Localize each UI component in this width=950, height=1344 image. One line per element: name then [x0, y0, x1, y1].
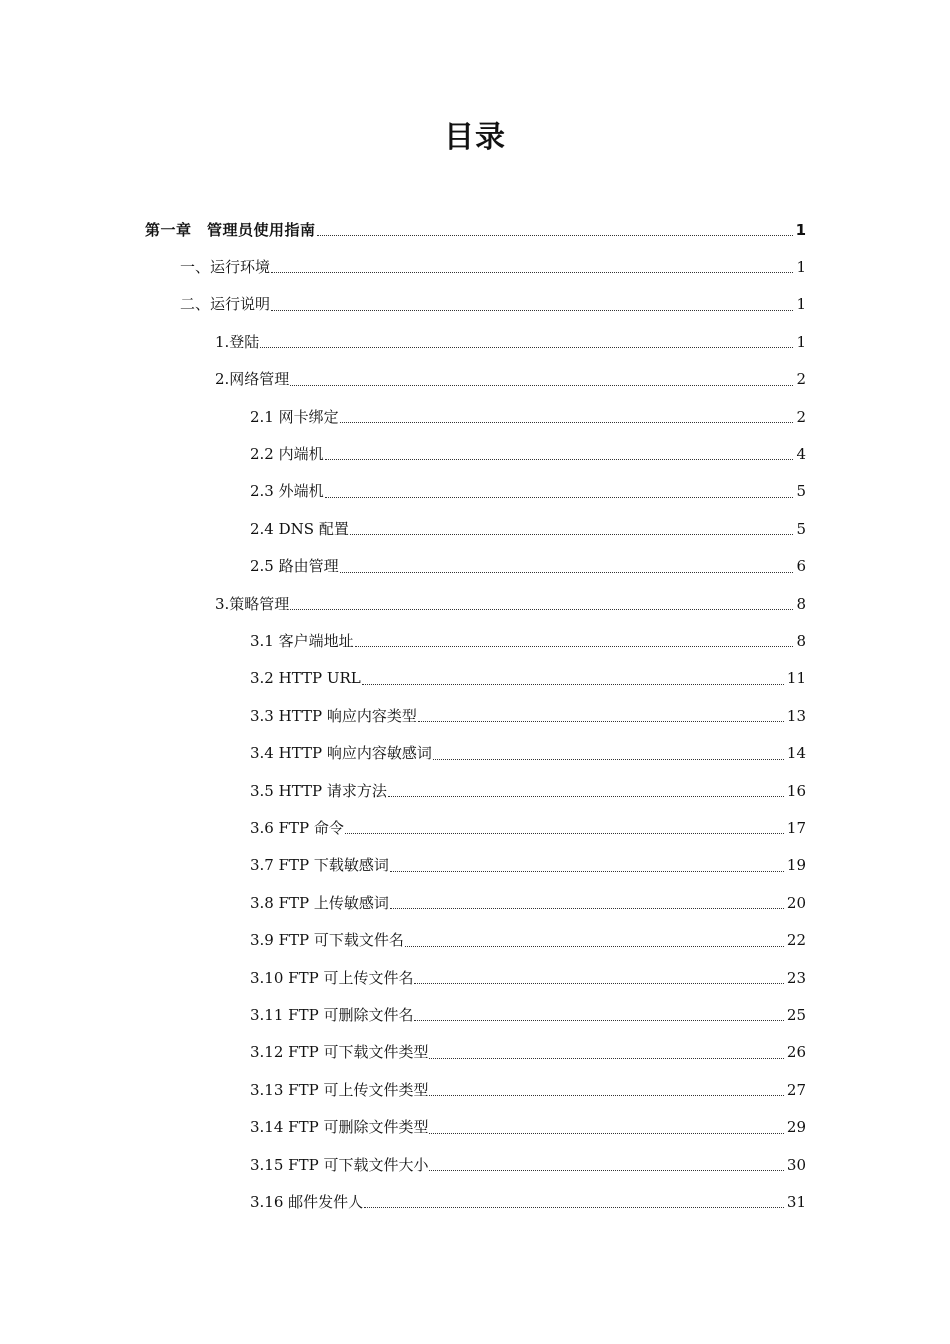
toc-entry[interactable]	[250, 1146, 806, 1183]
toc-entry[interactable]	[250, 398, 806, 435]
toc-dot-leader	[271, 272, 793, 273]
toc-entry-label: 3.10 FTP 可上传文件名	[250, 968, 414, 987]
toc-entry[interactable]	[180, 248, 806, 285]
toc-dot-leader	[345, 833, 784, 834]
toc-entry[interactable]	[250, 922, 806, 959]
toc-entry-label: 3.8 FTP 上传敏感词	[250, 893, 389, 912]
toc-entry-page-number: 11	[786, 669, 806, 688]
toc-entry-label: 二、运行说明	[180, 295, 271, 314]
toc-entry[interactable]	[215, 361, 806, 398]
toc-dot-leader	[362, 684, 784, 685]
toc-entry[interactable]	[250, 1034, 806, 1071]
toc-dot-leader	[364, 1207, 784, 1208]
toc-entry-page-number: 14	[786, 744, 806, 763]
toc-entry-label: 3.15 FTP 可下载文件大小	[250, 1155, 429, 1174]
toc-entry-page-number: 31	[786, 1192, 806, 1211]
toc-entry-label: 3.3 HTTP 响应内容类型	[250, 706, 417, 725]
toc-entry-label: 一、运行环境	[180, 257, 271, 276]
toc-entry[interactable]	[180, 286, 806, 323]
toc-entry-page-number: 16	[786, 781, 806, 800]
toc-entry[interactable]	[250, 548, 806, 585]
toc-entry[interactable]	[250, 660, 806, 697]
toc-entry-label: 1.登陆	[215, 332, 260, 351]
toc-entry-page-number: 1	[796, 332, 806, 351]
toc-dot-leader	[390, 908, 784, 909]
toc-entry-page-number: 2	[796, 370, 806, 389]
toc-entry-page-number: 13	[786, 706, 806, 725]
toc-entry[interactable]	[250, 622, 806, 659]
toc-entry[interactable]	[250, 1183, 806, 1220]
toc-entry[interactable]	[250, 996, 806, 1033]
toc-entry-label: 3.13 FTP 可上传文件类型	[250, 1080, 429, 1099]
toc-title: 目录	[444, 120, 506, 155]
toc-entry-page-number: 6	[796, 557, 806, 576]
toc-entry-page-number: 27	[786, 1080, 806, 1099]
toc-entry-label: 3.14 FTP 可删除文件类型	[250, 1118, 429, 1137]
toc-entry-label: 3.7 FTP 下载敏感词	[250, 856, 389, 875]
toc-entry-page-number: 17	[786, 818, 806, 837]
toc-entry-label: 3.5 HTTP 请求方法	[250, 781, 387, 800]
toc-entry-page-number: 5	[796, 519, 806, 538]
toc-entry-label: 3.策略管理	[215, 594, 290, 613]
toc-entry[interactable]	[250, 959, 806, 996]
toc-dot-leader	[290, 385, 793, 386]
toc-dot-leader	[429, 1133, 783, 1134]
toc-dot-leader	[429, 1170, 783, 1171]
toc-dot-leader	[325, 497, 794, 498]
toc-entry-page-number: 1	[796, 295, 806, 314]
toc-dot-leader	[260, 347, 793, 348]
toc-entry-page-number: 1	[796, 257, 806, 276]
toc-dot-leader	[271, 310, 793, 311]
toc-entry[interactable]	[250, 1071, 806, 1108]
toc-entry[interactable]	[250, 1109, 806, 1146]
toc-entry[interactable]	[250, 435, 806, 472]
toc-entry-page-number: 19	[786, 856, 806, 875]
toc-entry-page-number: 22	[786, 931, 806, 950]
toc-dot-leader	[325, 459, 794, 460]
toc-dot-leader	[340, 422, 794, 423]
toc-dot-leader	[355, 646, 794, 647]
toc-dot-leader	[340, 572, 794, 573]
toc-dot-leader	[414, 1020, 783, 1021]
toc-dot-leader	[429, 1058, 783, 1059]
toc-entry-label: 2.3 外端机	[250, 482, 324, 501]
toc-entry-label: 3.11 FTP 可删除文件名	[250, 1005, 414, 1024]
toc-entry-label: 2.2 内端机	[250, 444, 324, 463]
toc-entry-label: 3.1 客户端地址	[250, 631, 354, 650]
toc-entry-label: 3.6 FTP 命令	[250, 818, 344, 837]
toc-entry-page-number: 30	[786, 1155, 806, 1174]
toc-entry[interactable]	[250, 809, 806, 846]
toc-entry[interactable]	[250, 510, 806, 547]
toc-dot-leader	[317, 235, 793, 236]
toc-entry-page-number: 4	[796, 444, 806, 463]
toc-entry[interactable]	[215, 323, 806, 360]
toc-entry-page-number: 1	[795, 220, 806, 239]
toc-dot-leader	[418, 721, 784, 722]
toc-entry-page-number: 29	[786, 1118, 806, 1137]
toc-dot-leader	[388, 796, 784, 797]
toc-entry-page-number: 8	[796, 631, 806, 650]
toc-dot-leader	[390, 871, 784, 872]
toc-entry-label: 2.1 网卡绑定	[250, 407, 339, 426]
toc-dot-leader	[429, 1095, 783, 1096]
toc-entry-label: 3.16 邮件发件人	[250, 1192, 364, 1211]
toc-dot-leader	[290, 609, 793, 610]
toc-entry-label: 2.5 路由管理	[250, 557, 339, 576]
toc-entry-label: 第一章 管理员使用指南	[145, 220, 316, 239]
toc-entry[interactable]	[250, 473, 806, 510]
toc-entry-label: 3.9 FTP 可下载文件名	[250, 931, 404, 950]
toc-dot-leader	[350, 534, 794, 535]
toc-entry-label: 3.4 HTTP 响应内容敏感词	[250, 744, 432, 763]
toc-entry-page-number: 8	[796, 594, 806, 613]
toc-entry-page-number: 26	[786, 1043, 806, 1062]
toc-entry[interactable]	[250, 735, 806, 772]
toc-entry-label: 2.网络管理	[215, 370, 290, 389]
toc-dot-leader	[405, 946, 784, 947]
toc-entry-page-number: 5	[796, 482, 806, 501]
toc-entry-page-number: 2	[796, 407, 806, 426]
toc-entry-page-number: 23	[786, 968, 806, 987]
toc-dot-leader	[414, 983, 783, 984]
toc-entry-label: 2.4 DNS 配置	[250, 519, 349, 538]
toc-entry[interactable]	[250, 847, 806, 884]
toc-entry-page-number: 25	[786, 1005, 806, 1024]
toc-entry[interactable]	[145, 211, 806, 248]
toc-entry-label: 3.2 HTTP URL	[250, 669, 361, 688]
toc-entry-page-number: 20	[786, 893, 806, 912]
toc-entry[interactable]	[250, 772, 806, 809]
toc-entry[interactable]	[250, 697, 806, 734]
toc-dot-leader	[433, 759, 784, 760]
toc-entry[interactable]	[215, 585, 806, 622]
toc-entry-label: 3.12 FTP 可下载文件类型	[250, 1043, 429, 1062]
toc-entry[interactable]	[250, 884, 806, 921]
